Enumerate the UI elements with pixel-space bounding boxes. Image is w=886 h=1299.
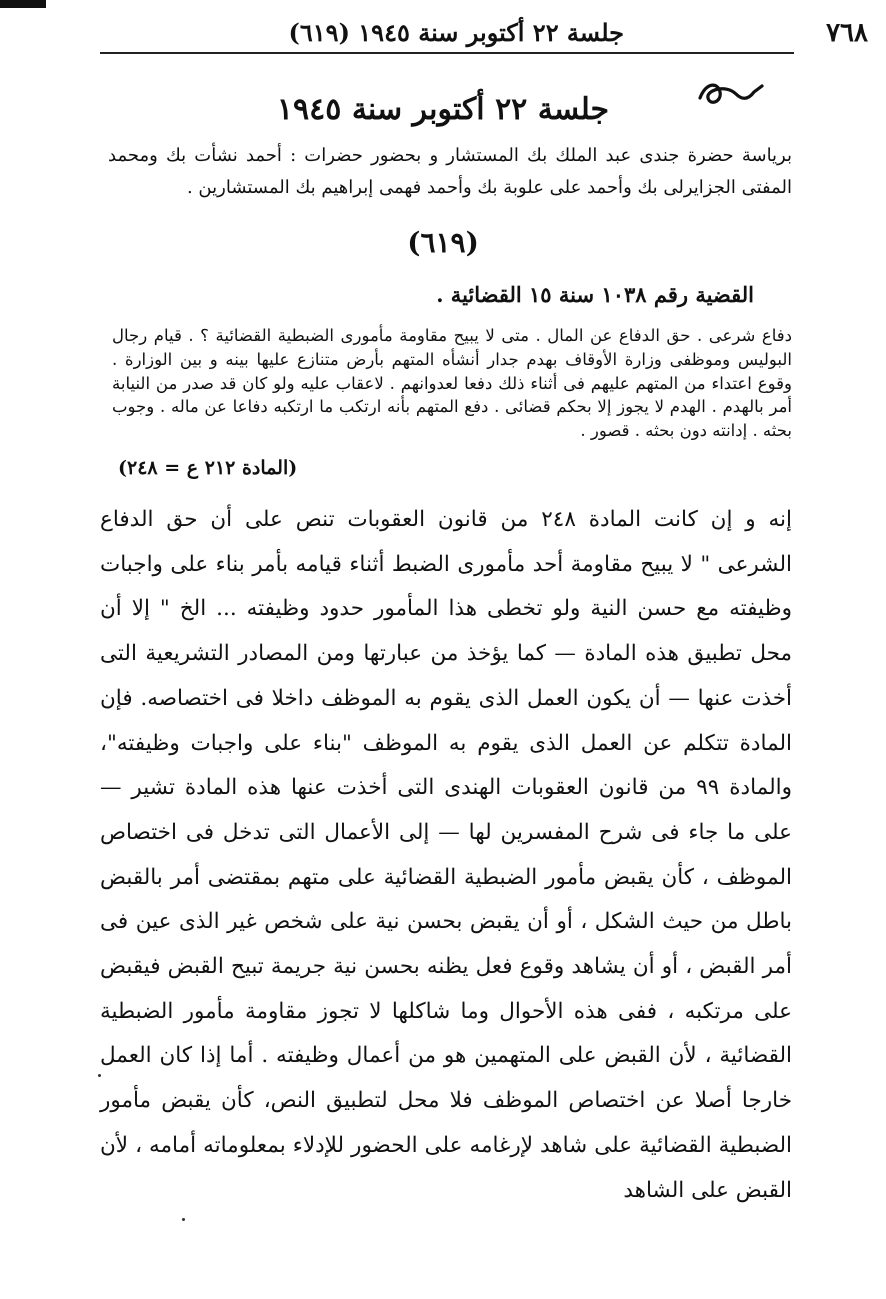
- case-number: (٦١٩): [407, 226, 479, 259]
- header-rule: [100, 52, 794, 54]
- article-reference: (المادة ٢١٢ ع = ٢٤٨): [118, 457, 298, 479]
- page-number: ٧٦٨: [826, 18, 868, 48]
- margin-mark: [182, 1218, 185, 1221]
- running-title: جلسة ٢٢ أكتوبر سنة ١٩٤٥ (٦١٩): [288, 18, 624, 47]
- case-summary: دفاع شرعى . حق الدفاع عن المال . متى لا يبيح مقاومة مأمورى الضبطية القضائية ؟ . قيام رجال البوليس وموظفى وزارة الأوقاف بهدم جدار أنشأه المتهم بأرض متنازع عليها بينه و بين الوزارة . وقوع اعتداء من المتهم عليهم فى أثناء ذلك دفعا لعدوانهم . لاعقاب عليه ولو كان قد صدر من النيابة أمر بالهدم . الهدم لا يجوز إلا بحكم قضائى . دفع المتهم بأنه ارتكب ما ارتكبه دفاعا عن ماله . وجوب بحثه . إدانته دون بحثه . قصور .: [112, 326, 792, 441]
- case-reference: القضية رقم ١٠٣٨ سنة ١٥ القضائية .: [436, 282, 754, 307]
- judgment-body: إنه و إن كانت المادة ٢٤٨ من قانون العقوبات تنص على أن حق الدفاع الشرعى " لا يبيح مقاومة أحد مأمورى الضبط أثناء قيامه بأمر بناء على واجبات وظيفته مع حسن النية ولو تخطى هذا المأمور حدود وظيفته ... الخ " إلا أن محل تطبيق هذه المادة — كما يؤخذ من عبارتها ومن المصادر التشريعية التى أخذت عنها — أن يكون العمل الذى يقوم به الموظف داخلا فى اختصاصه. فإن المادة تتكلم عن العمل الذى يقوم به الموظف "بناء على واجبات وظيفته"، والمادة ٩٩ من قانون العقوبات الهندى التى أخذت عنها هذه المادة تشير — على ما جاء فى شرح المفسرين لها — إلى الأعمال التى تدخل فى اختصاص الموظف ، كأن يقبض مأمور الضبطية القضائية على متهم بمقتضى أمر بالقبض باطل من حيث الشكل ، أو أن يقبض بحسن نية على شخص غير الذى عين فى أمر القبض ، أو أن يشاهد وقوع فعل يظنه بحسن نية جريمة تبيح القبض فيقبض على مرتكبه ، ففى هذه الأحوال وما شاكلها لا تجوز مقاومة مأمور الضبطية القضائية ، لأن القبض على المتهمين هو من أعمال وظيفته . أما إذا كان العمل خارجا أصلا عن اختصاص الموظف فلا محل لتطبيق النص، كأن يقبض مأمور الضبطية القضائية على شاهد لإرغامه على الحضور للإدلاء بمعلوماته أمامه ، لأن القبض على الشاهد: [100, 507, 793, 1203]
- page-header: [100, 8, 868, 48]
- session-title: جلسة ٢٢ أكتوبر سنة ١٩٤٥: [276, 92, 610, 127]
- presidency-paragraph: برياسة حضرة جندى عبد الملك بك المستشار و بحضور حضرات : أحمد نشأت بك ومحمد المفتى الجزايرلى بك وأحمد على علوبة بك وأحمد فهمى إبراهيم بك المستشارين .: [108, 145, 792, 198]
- corner-mark: [0, 0, 46, 8]
- margin-mark: [98, 1074, 101, 1077]
